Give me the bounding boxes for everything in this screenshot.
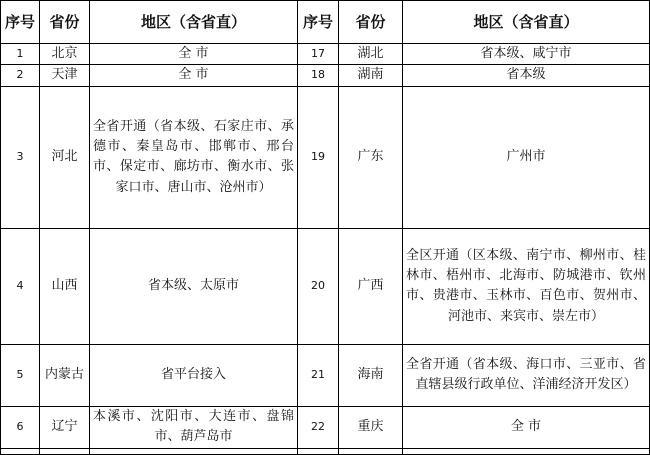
- cell-seq: 17: [298, 44, 339, 65]
- cell-region: 全 市: [90, 65, 298, 86]
- header-province: 省份: [339, 1, 403, 44]
- cell-region: 省平台接入: [90, 344, 298, 406]
- cell-seq: 21: [298, 344, 339, 406]
- cell-empty: [1, 448, 40, 454]
- cell-seq: 18: [298, 65, 339, 86]
- cell-empty: [298, 448, 339, 454]
- cell-seq: 2: [1, 65, 40, 86]
- table-row: [1, 406, 650, 448]
- cell-seq: 20: [298, 228, 339, 344]
- cell-province: 广西: [339, 228, 403, 344]
- cell-empty: [90, 448, 298, 454]
- cell-empty: [40, 448, 90, 454]
- cell-region: 全省开通（省本级、海口市、三亚市、省直辖县级行政单位、洋浦经济开发区）: [403, 344, 650, 406]
- cell-region: 全 市: [403, 406, 650, 448]
- cell-province: 山西: [40, 228, 90, 344]
- table-row: [1, 228, 650, 344]
- cell-region: 省本级: [403, 65, 650, 86]
- cell-empty: [403, 448, 650, 454]
- cell-province: 内蒙古: [40, 344, 90, 406]
- cell-region: 省本级、咸宁市: [403, 44, 650, 65]
- cell-seq: 5: [1, 344, 40, 406]
- table-row: [1, 86, 650, 228]
- table-row: [1, 65, 650, 86]
- cell-seq: 1: [1, 44, 40, 65]
- table-row-partial: [1, 448, 650, 454]
- cell-province: 广东: [339, 86, 403, 228]
- cell-region: 全省开通（省本级、石家庄市、承德市、秦皇岛市、邯郸市、邢台市、保定市、廊坊市、衡水市、张家口市、唐山市、沧州市）: [90, 86, 298, 228]
- cell-province: 辽宁: [40, 406, 90, 448]
- cell-province: 重庆: [339, 406, 403, 448]
- cell-seq: 3: [1, 86, 40, 228]
- cell-province: 海南: [339, 344, 403, 406]
- cell-seq: 19: [298, 86, 339, 228]
- cell-region: 广州市: [403, 86, 650, 228]
- cell-province: 湖南: [339, 65, 403, 86]
- header-region: 地区（含省直）: [403, 1, 650, 44]
- cell-region: 全区开通（区本级、南宁市、柳州市、桂林市、梧州市、北海市、防城港市、钦州市、贵港市、玉林市、百色市、贺州市、河池市、来宾市、崇左市）: [403, 228, 650, 344]
- cell-region: 本溪市、沈阳市、大连市、盘锦市、葫芦岛市: [90, 406, 298, 448]
- table-header-row: [1, 1, 650, 44]
- cell-province: 湖北: [339, 44, 403, 65]
- table-row: [1, 344, 650, 406]
- cell-province: 天津: [40, 65, 90, 86]
- header-seq: 序号: [1, 1, 40, 44]
- cell-province: 河北: [40, 86, 90, 228]
- cell-region: 全 市: [90, 44, 298, 65]
- header-region: 地区（含省直）: [90, 1, 298, 44]
- cell-seq: 6: [1, 406, 40, 448]
- cell-region: 省本级、太原市: [90, 228, 298, 344]
- cell-seq: 22: [298, 406, 339, 448]
- cell-empty: [339, 448, 403, 454]
- header-province: 省份: [40, 1, 90, 44]
- cell-province: 北京: [40, 44, 90, 65]
- table-row: [1, 44, 650, 65]
- cell-seq: 4: [1, 228, 40, 344]
- header-seq: 序号: [298, 1, 339, 44]
